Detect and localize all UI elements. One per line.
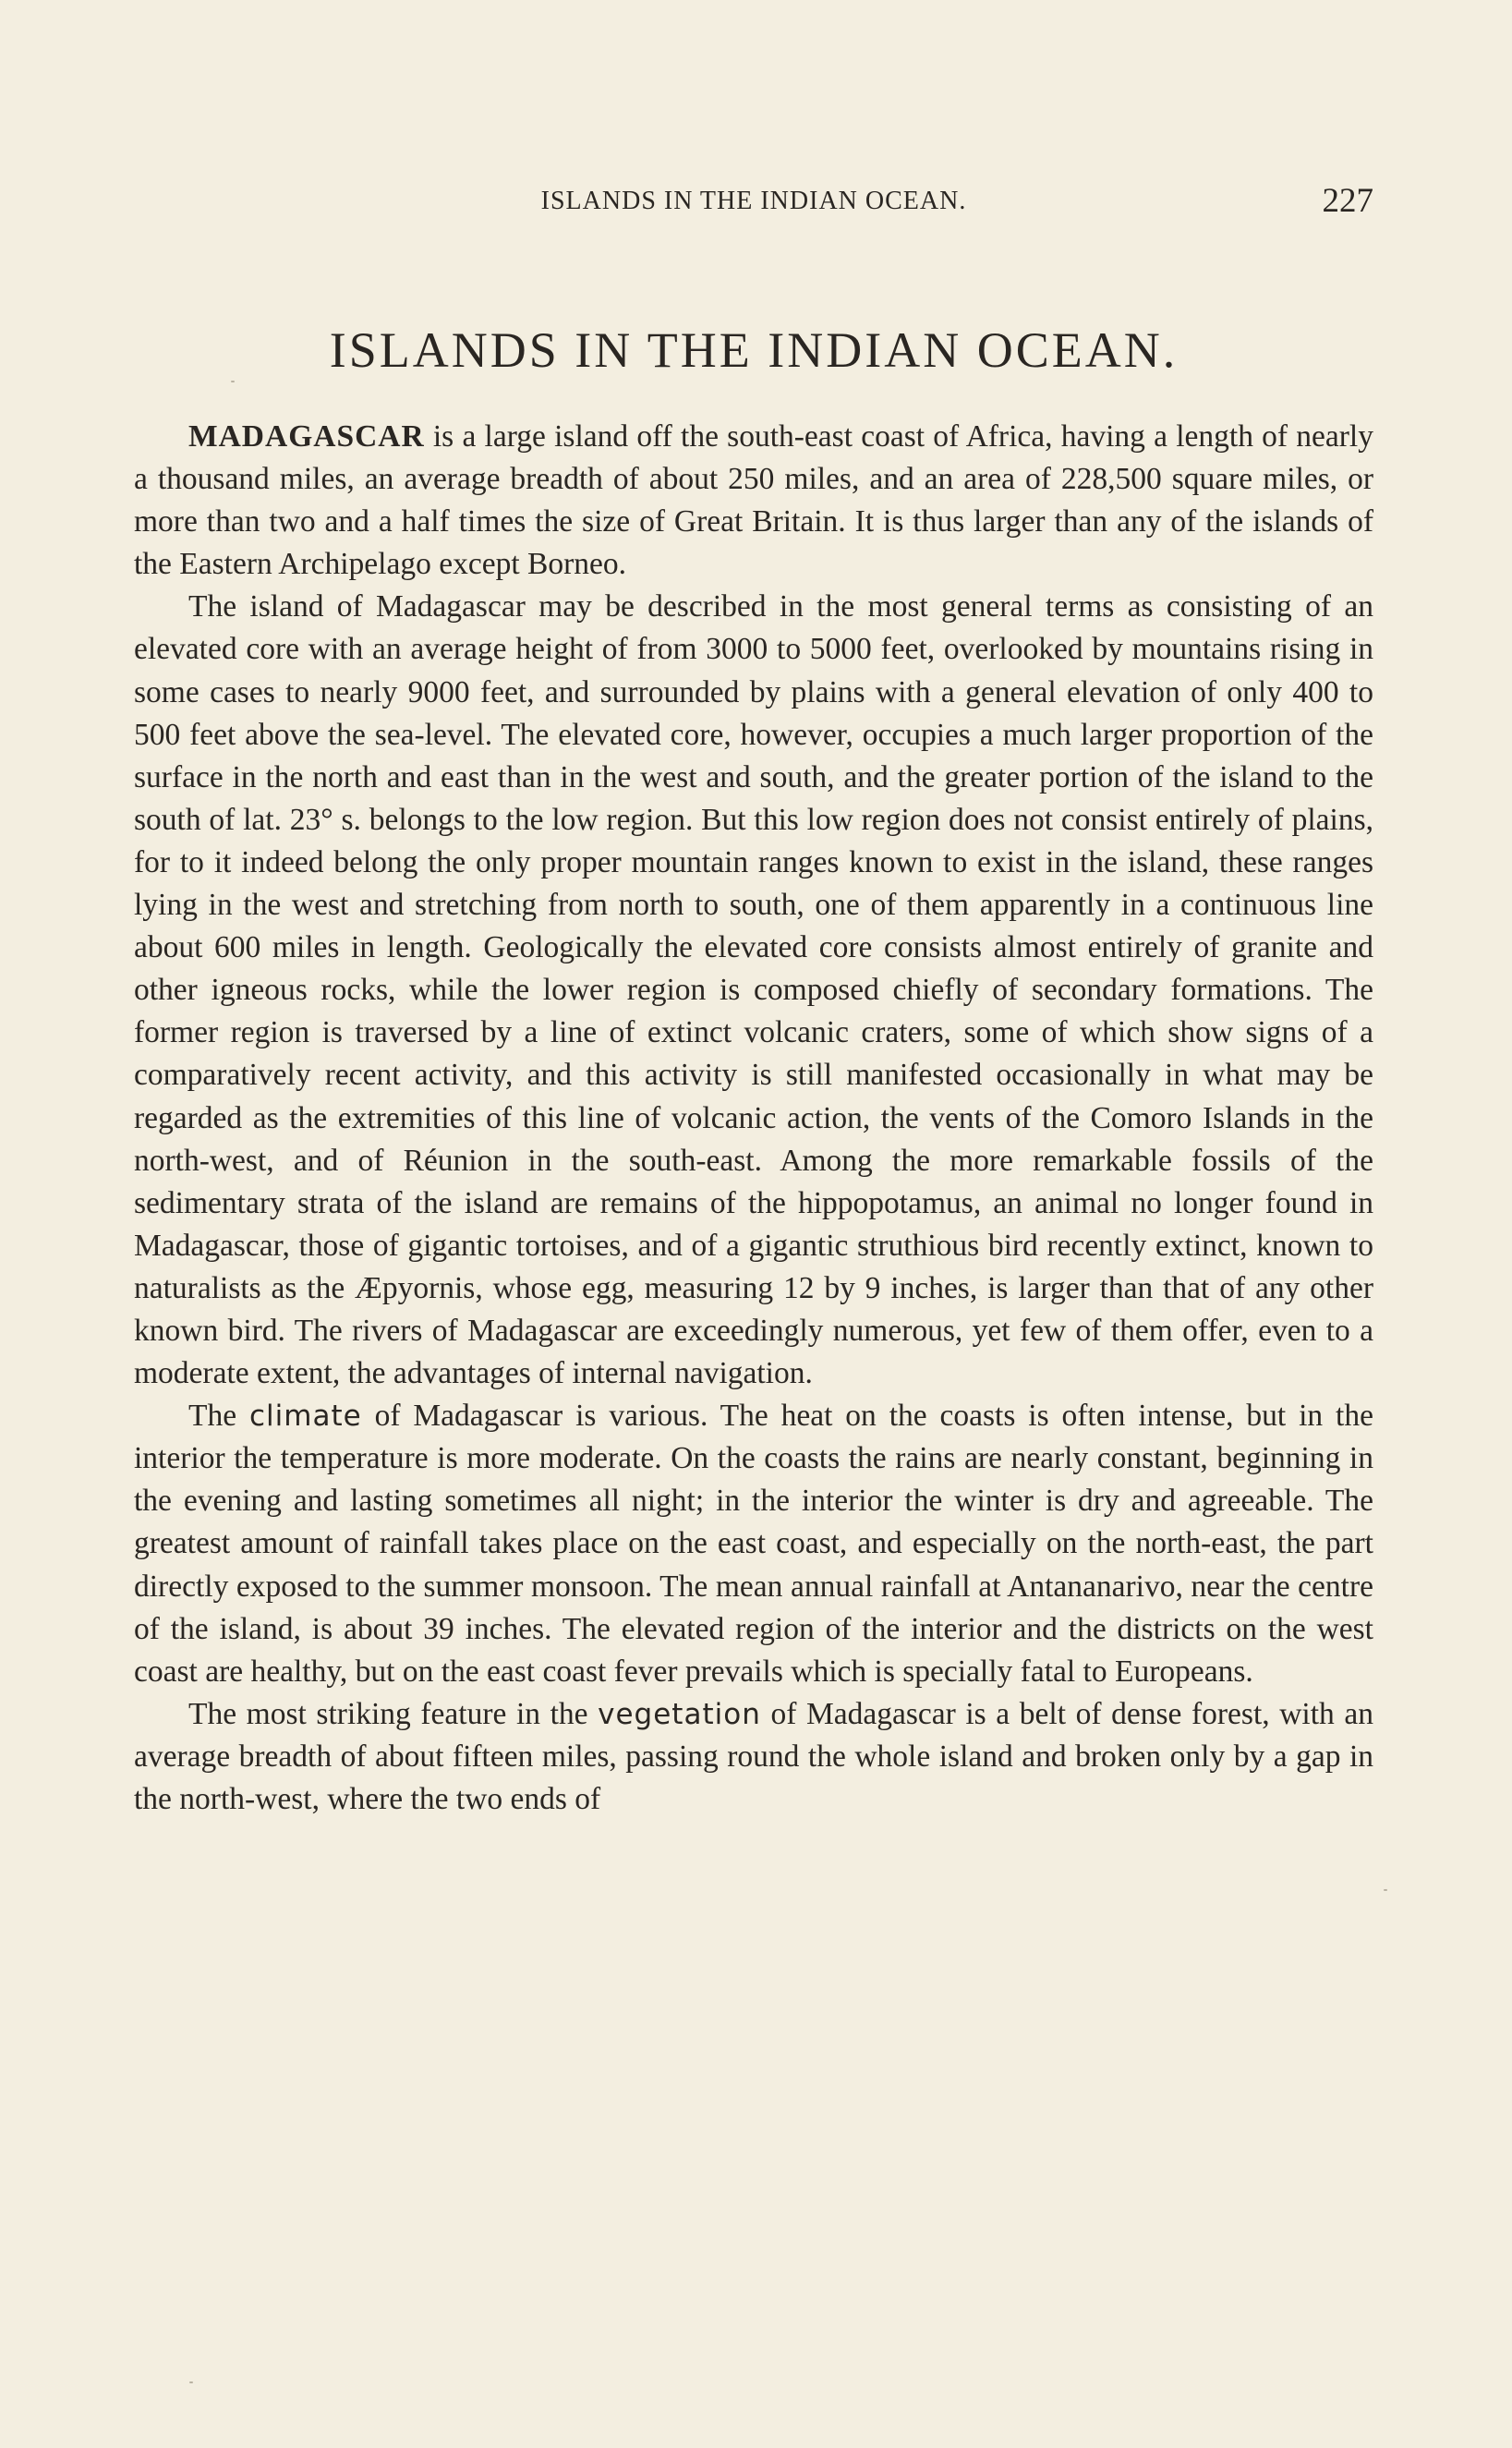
paragraph-geology bbox=[134, 586, 1373, 1395]
running-head bbox=[134, 181, 1373, 218]
paragraph-text: of Madagascar is various. The heat on the coasts is often intense, but in the interior the temperature is more moderate. On the coasts the rains are nearly constant, beginning in the evening and lasting sometimes all night; in the interior the winter is dry and agreeable. The greatest amount of rainfall takes place on the east coast, and especially on the north-east, the part directly exposed to the summer monsoon. The mean annual rainfall at Antananarivo, near the centre of the island, is about 39 inches. The elevated region of the interior and the districts on the west coast are healthy, but on the east coast fever prevails which is specially fatal to Europeans. bbox=[134, 1399, 1373, 1689]
paper-speck bbox=[189, 2381, 193, 2383]
paragraph-climate bbox=[134, 1395, 1373, 1693]
paragraph-text: of Madagascar is a belt of dense forest, with an average breadth of about fifteen miles, passing round the whole island and broken only by a gap in the north-west, where the two ends of bbox=[134, 1696, 1373, 1816]
paragraph-madagascar-intro bbox=[134, 416, 1373, 586]
paragraph-term: climate bbox=[248, 1400, 362, 1434]
chapter-title: ISLANDS IN THE INDIAN OCEAN. bbox=[329, 322, 1179, 378]
paragraph-text: is a large island off the south-east coast of Africa, having a length of nearly a thousand miles, an average breadth of about 250 miles, and an area of 228,500 square miles, or more than two and a half times the size of Great Britain. It is thus larger than any of the islands of the Eastern Archipelago except Borneo. bbox=[134, 419, 1373, 582]
paragraph-lead: MADAGASCAR bbox=[188, 419, 425, 454]
running-title: ISLANDS IN THE INDIAN OCEAN. bbox=[540, 187, 967, 215]
paragraph-term: vegetation bbox=[598, 1697, 761, 1731]
paper-speck bbox=[231, 381, 235, 382]
paper-speck bbox=[1384, 1889, 1387, 1891]
paragraph-text: The island of Madagascar may be described in the most general terms as consisting of an elevated core with an average height of from 3000 to 5000 feet, overlooked by mountains rising in some cases to nearly 9000 feet, and surrounded by plains with a general elevation of only 400 to 500 feet above the sea-level. The elevated core, however, occupies a much larger proportion of the surface in the north and east than in the west and south, and the greater portion of the island to the south of lat. 23° s. belongs to the low region. But this low region does not consist entirely of plains, for to it indeed belong the only proper mountain ranges known to exist in the island, these ranges lying in the west and stretching from north to south, one of them apparently in a continuous line about 600 miles in length. Geologically the elevated core consists almost entirely of granite and other igneous rocks, while the lower region is composed chiefly of secondary formations. The former region is traversed by a line of extinct volcanic craters, some of which show signs of a comparatively recent activity, and this activity is still manifested occasionally in what may be regarded as the extremities of this line of volcanic action, the vents of the Comoro Islands in the north-west, and of Réunion in the south-east. Among the more remarkable fossils of the sedimentary strata of the island are remains of the hippopotamus, an animal no longer found in Madagascar, those of gigantic tortoises, and of a gigantic struthious bird recently extinct, known to naturalists as the Æpyornis, whose egg, measuring 12 by 9 inches, is larger than that of any other known bird. The rivers of Madagascar are exceedingly numerous, yet few of them offer, even to a moderate extent, the advantages of internal navigation. bbox=[134, 589, 1373, 1391]
paragraph-prefix: The most striking feature in the bbox=[188, 1696, 599, 1731]
body-text bbox=[134, 416, 1373, 1821]
paragraph-prefix: The bbox=[188, 1399, 249, 1434]
page-number: 227 bbox=[1322, 182, 1373, 220]
paragraph-vegetation bbox=[134, 1693, 1373, 1821]
